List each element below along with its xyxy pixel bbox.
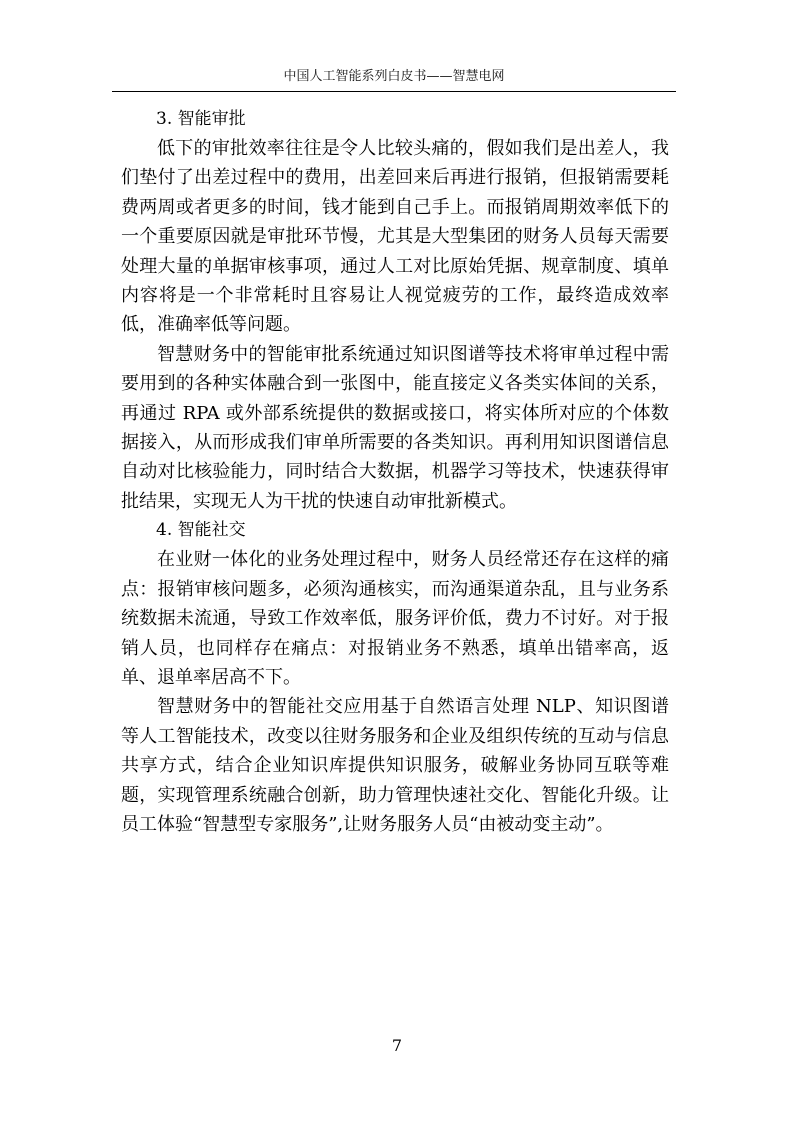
running-header: 中国人工智能系列白皮书——智慧电网 (283, 69, 505, 84)
paragraph: 低下的审批效率往往是令人比较头痛的，假如我们是出差人，我们垫付了出差过程中的费用，出差回来后再进行报销，但报销需要耗费两周或者更多的时间，钱才能到自己手上。而报销周期效率低下的一个重要原因就是审批环节慢，尤其是大型集团的财务人员每天需要处理大量的单据审核事项，通过人工对比原始凭据、规章制度、填单内容将是一个非常耗时且容易让人视觉疲劳的工作，最终造成效率低，准确率低等问题。 (121, 138, 669, 336)
page-number: 7 (391, 1036, 403, 1055)
section-heading: 3. 智能审批 (156, 109, 246, 129)
section-smart-approval (121, 105, 669, 516)
paragraph: 智慧财务中的智能社交应用基于自然语言处理 NLP、知识图谱等人工智能技术，改变以往财务服务和企业及组织传统的互动与信息共享方式，结合企业知识库提供知识服务，破解业务协同互联等难题，实现管理系统融合创新，助力管理快速社交化、智能化升级。让员工体验“智慧型专家服务”,让财务服务人员“由被动变主动”。 (121, 696, 669, 835)
header-divider (112, 91, 676, 92)
paragraph: 在业财一体化的业务处理过程中，财务人员经常还存在这样的痛点：报销审核问题多，必须沟通核实，而沟通渠道杂乱，且与业务系统数据未流通，导致工作效率低，服务评价低，费力不讨好。对于报销人员，也同样存在痛点：对报销业务不熟悉，填单出错率高，返单、退单率居高不下。 (121, 549, 669, 688)
paragraph: 智慧财务中的智能审批系统通过知识图谱等技术将审单过程中需要用到的各种实体融合到一张图中，能直接定义各类实体间的关系，再通过 RPA 或外部系统提供的数据或接口，将实体所对应的个体数据接入，从而形成我们审单所需要的各类知识。再利用知识图谱信息自动对比核验能力，同时结合大数据，机器学习等技术，快速获得审批结果，实现无人为干扰的快速自动审批新模式。 (121, 343, 669, 512)
page-body (121, 105, 669, 839)
section-smart-social (121, 516, 669, 839)
section-heading: 4. 智能社交 (156, 520, 246, 541)
